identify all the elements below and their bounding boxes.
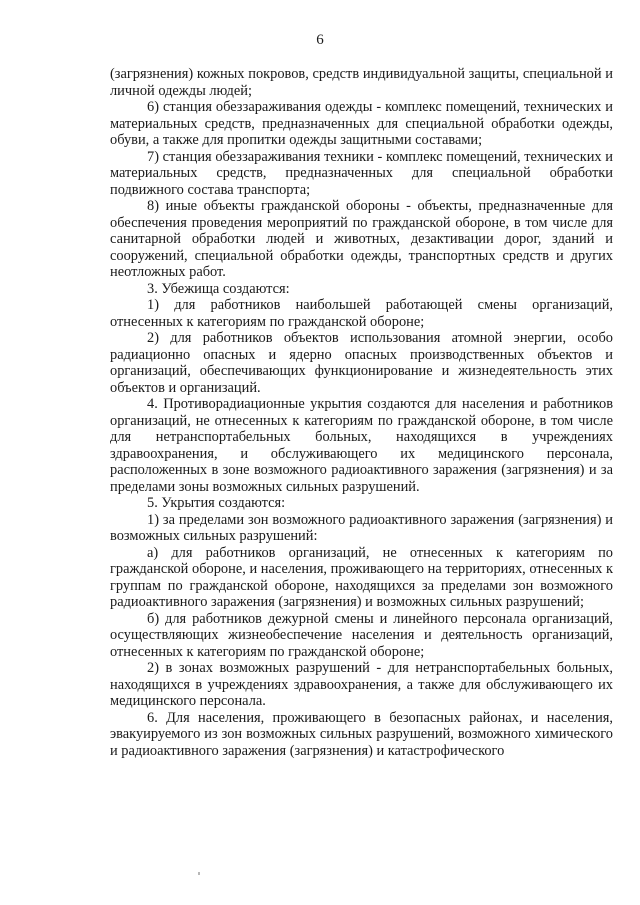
- paragraph: (загрязнения) кожных покровов, средств индивидуальной защиты, специальной и личной одежды людей;: [110, 66, 613, 99]
- scan-speck: [198, 872, 200, 875]
- paragraph: 1) за пределами зон возможного радиоактивного заражения (загрязнения) и возможных сильных разрушений:: [110, 511, 613, 544]
- paragraph: 2) для работников объектов использования атомной энергии, особо радиационно опасных и ядерно опасных производственных объектов и организаций, обеспечивающих функционирование и жизнедеятельность этих объектов и организаций.: [110, 330, 613, 396]
- paragraph: 7) станция обеззараживания техники - комплекс помещений, технических и материальных средств, предназначенных для специальной обработки подвижного состава транспорта;: [110, 148, 613, 198]
- page-number: 6: [316, 32, 324, 48]
- paragraph: 2) в зонах возможных разрушений - для нетранспортабельных больных, находящихся в учреждениях здравоохранения, а также для обслуживающего их медицинского персонала.: [110, 660, 613, 709]
- paragraph: б) для работников дежурной смены и линейного персонала организаций, осуществляющих жизнеобеспечение населения и деятельность организаций, отнесенных к категориям по гражданской обороне;: [110, 610, 613, 660]
- paragraph: 4. Противорадиационные укрытия создаются для населения и работников организаций, не отнесенных к категориям по гражданской обороне, в том числе для нетранспортабельных больных, находящихся в учреждениях здравоохранения, и обслуживающего их медицинского персонала, расположенных в зоне возможного радиоактивного заражения (загрязнения) и за пределами зоны возможных сильных разрушений.: [110, 396, 613, 495]
- page-body: [110, 66, 613, 759]
- paragraph: а) для работников организаций, не отнесенных к категориям по гражданской обороне, и населения, проживающего на территориях, отнесенных к группам по гражданской обороне, находящихся за пределами зон возможного радиоактивного заражения (загрязнения) и возможных сильных разрушений;: [110, 544, 613, 610]
- paragraph: 1) для работников наибольшей работающей смены организаций, отнесенных к категориям по гражданской обороне;: [110, 297, 613, 330]
- paragraph: 8) иные объекты гражданской обороны - объекты, предназначенные для обеспечения проведения мероприятий по гражданской обороне, в том числе для санитарной обработки людей и животных, дезактивации дорог, зданий и сооружений, специальной обработки одежды, транспортных средств и других неотложных работ.: [110, 198, 613, 280]
- paragraph: 6) станция обеззараживания одежды - комплекс помещений, технических и материальных средств, предназначенных для специальной обработки одежды, обуви, а также для пропитки одежды защитными составами;: [110, 99, 613, 148]
- paragraph: 5. Укрытия создаются:: [147, 495, 286, 511]
- paragraph: 3. Убежища создаются:: [147, 280, 290, 297]
- paragraph: 6. Для населения, проживающего в безопасных районах, и населения, эвакуируемого из зон возможных сильных разрушений, возможного химического и радиоактивного заражения (загрязнения) и катастрофического: [110, 709, 613, 759]
